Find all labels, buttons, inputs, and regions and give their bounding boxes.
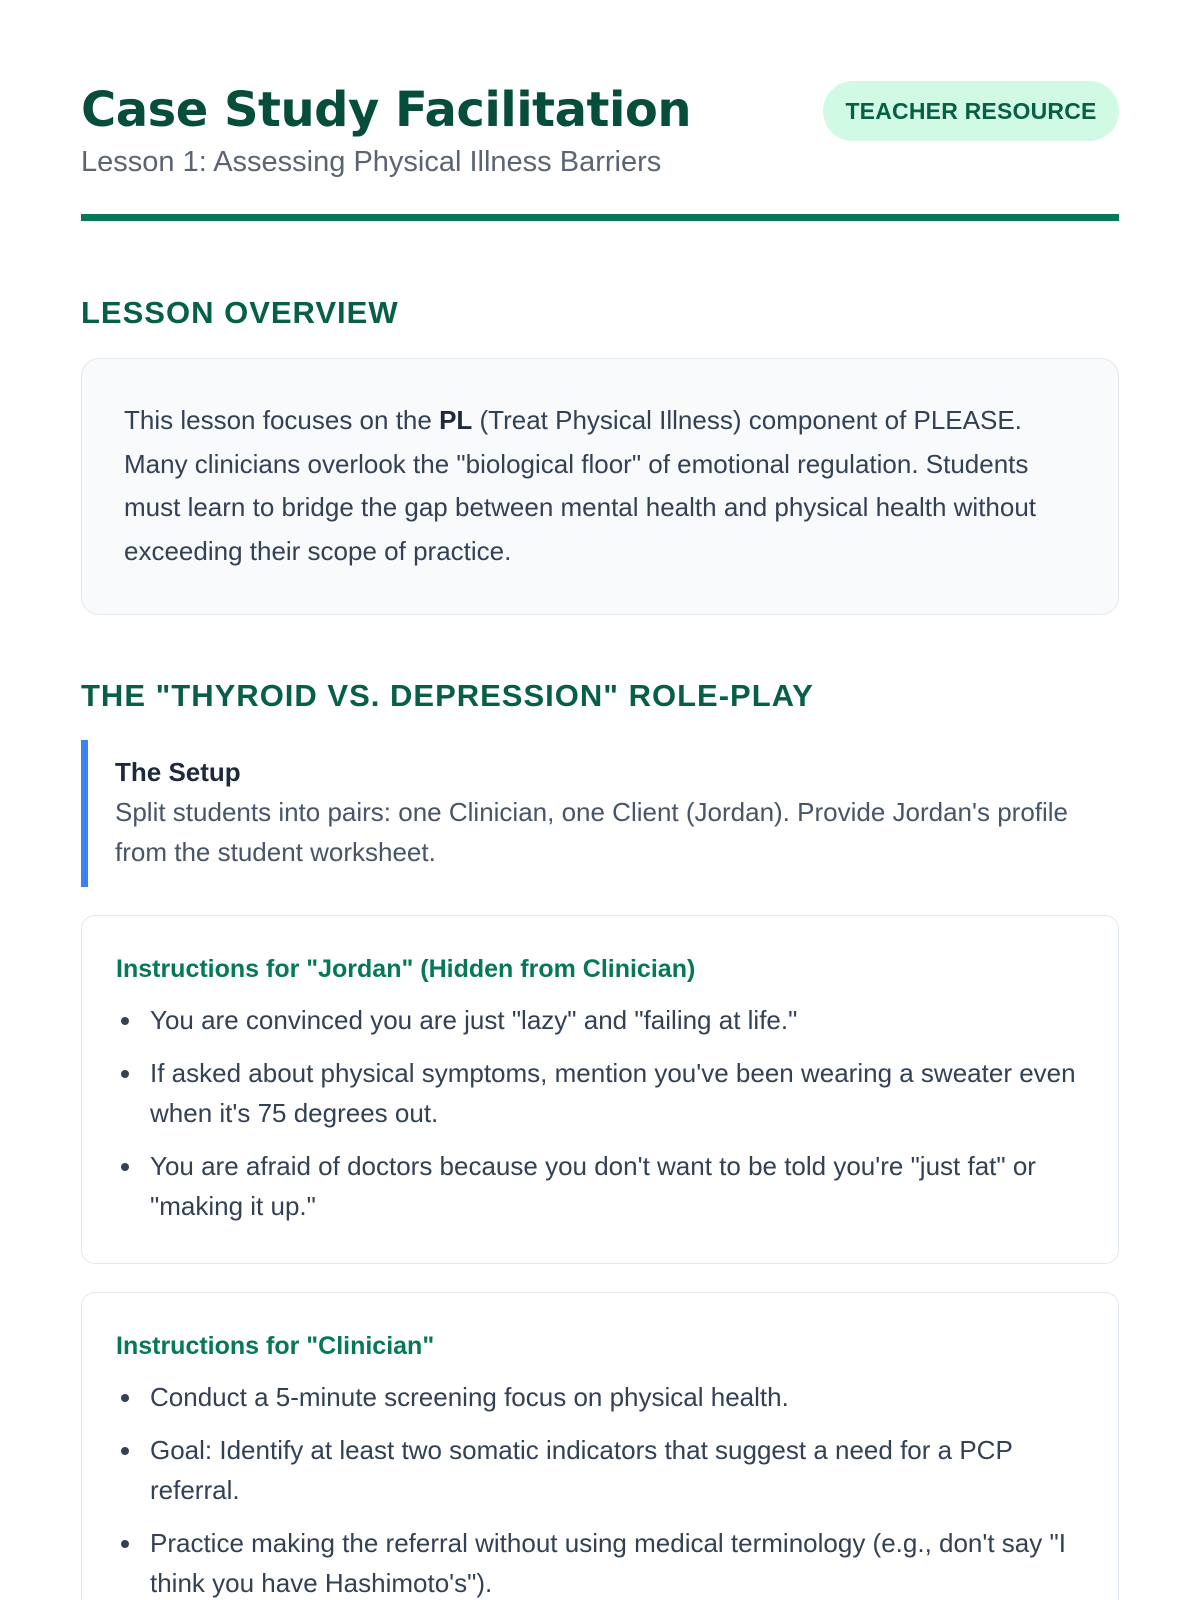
list-item-text: You are convinced you are just "lazy" and "failing at life." (150, 1005, 798, 1035)
overview-text-start: This lesson focuses on the (124, 405, 440, 435)
clinician-instructions-list (116, 1377, 1084, 1600)
page-title: Case Study Facilitation (81, 82, 692, 138)
page-subtitle: Lesson 1: Assessing Physical Illness Barriers (81, 146, 662, 178)
list-item (116, 1377, 1084, 1417)
list-item (116, 1053, 1084, 1133)
overview-text-bold: PL (439, 405, 473, 435)
lesson-overview-card (81, 358, 1119, 615)
bullet-icon (121, 1017, 129, 1025)
list-item-text: Goal: Identify at least two somatic indicators that suggest a need for a PCP referral. (150, 1435, 1013, 1505)
list-item-text: You are afraid of doctors because you don't want to be told you're "just fat" or "making it up." (150, 1151, 1036, 1221)
setup-text: Split students into pairs: one Clinician, one Client (Jordan). Provide Jordan's profile from the student worksheet. (115, 797, 1069, 867)
bullet-icon (121, 1540, 129, 1548)
clinician-instructions-title: Instructions for "Clinician" (116, 1332, 435, 1360)
list-item (116, 1146, 1084, 1226)
header-divider (81, 214, 1119, 221)
lesson-overview-heading: LESSON OVERVIEW (81, 295, 399, 330)
list-item-text: Practice making the referral without using medical terminology (e.g., don't say "I think you have Hashimoto's"). (150, 1528, 1066, 1598)
list-item-text: Conduct a 5-minute screening focus on physical health. (150, 1382, 789, 1412)
jordan-instructions-list (116, 1000, 1084, 1226)
clinician-instructions-card (81, 1292, 1119, 1600)
bullet-icon (121, 1163, 129, 1171)
page-header (81, 0, 1119, 221)
jordan-instructions-card (81, 915, 1119, 1264)
bullet-icon (121, 1447, 129, 1455)
setup-callout (81, 740, 1119, 887)
roleplay-heading: THE "THYROID VS. DEPRESSION" ROLE-PLAY (81, 678, 814, 713)
teacher-resource-badge: TEACHER RESOURCE (823, 81, 1119, 141)
list-item-text: If asked about physical symptoms, mention you've been wearing a sweater even when it's 75 degrees out. (150, 1058, 1076, 1128)
list-item (116, 1000, 1084, 1040)
list-item (116, 1523, 1084, 1600)
setup-title: The Setup (115, 757, 241, 787)
jordan-instructions-title: Instructions for "Jordan" (Hidden from Clinician) (116, 955, 696, 983)
bullet-icon (121, 1070, 129, 1078)
overview-text-end: (Treat Physical Illness) component of PLEASE. Many clinicians overlook the "biological floor" of emotional regulation. Students must learn to bridge the gap between mental health and physical health without exceeding their scope of practice. (124, 405, 1037, 566)
bullet-icon (121, 1394, 129, 1402)
list-item (116, 1430, 1084, 1510)
